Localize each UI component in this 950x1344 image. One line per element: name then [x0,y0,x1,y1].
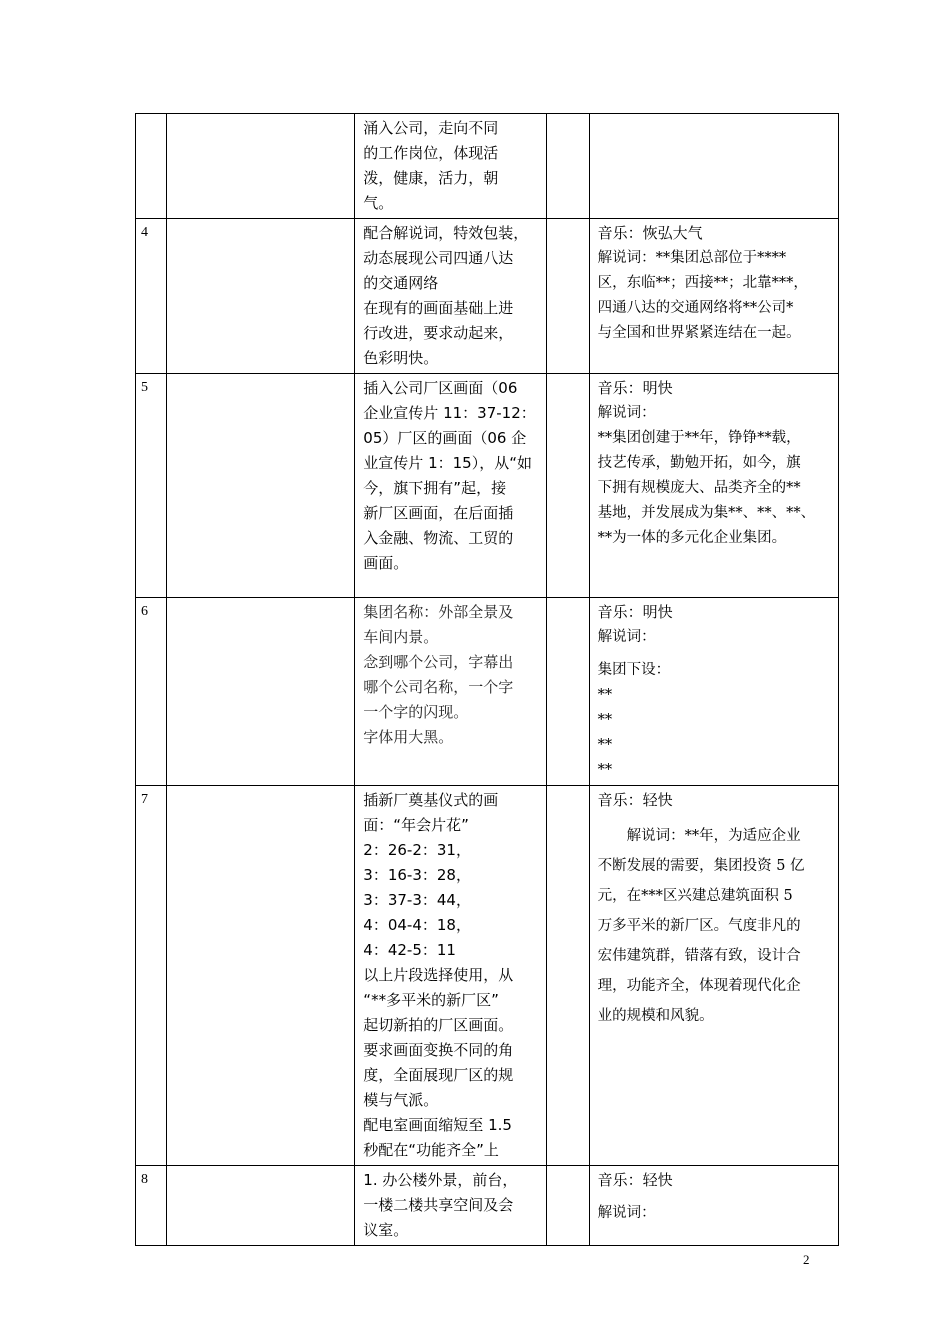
narration-line: 理，功能齐全，体现着现代化企 [597,978,801,994]
visual-line: 4：42-5：11 [363,941,456,959]
visual-line: 新厂区画面，在后面插 [363,504,514,522]
spacer [598,1193,832,1201]
music-label: 音乐：轻快 [597,791,673,809]
visual-line: 3：37-3：44， [363,891,471,909]
visual-line: 入金融、物流、工贸的 [363,529,514,547]
row-number: 6 [136,598,167,786]
table-row [136,374,839,598]
narration-line: ** [597,687,613,703]
visual-line: 秒配在“功能齐全”上 [363,1141,499,1159]
narration-line: 不断发展的需要，集团投资 5 亿 [597,858,805,874]
narration-line: 基地，并发展成为集**、**、**、 [597,505,816,521]
spacer [598,650,832,658]
visual-line: 模与气派。 [363,1091,439,1109]
narration-line: 解说词： [597,1205,656,1221]
narration-line: 业的规模和风貌。 [597,1008,714,1024]
table-row [136,786,839,1166]
visual-line: 一个字的闪现。 [363,703,469,721]
narration-line: ** [597,737,613,753]
visual-line: 哪个公司名称，一个字 [363,678,514,696]
narration-line: **集团创建于**年，铮铮**载， [597,430,801,446]
visual-line: 05）厂区的画面（06 企 [363,429,527,447]
visual-line: 泼，健康，活力，朝 [363,169,499,187]
visual-line: 议室。 [363,1221,409,1239]
narration-line: 与全国和世界紧紧连结在一起。 [597,325,801,341]
visual-line: 插新厂奠基仪式的画 [363,791,499,809]
empty-cell [167,786,355,1166]
visual-line: 集团名称：外部全景及 [363,603,514,621]
spacer [598,813,832,821]
narration-line: ** [597,712,613,728]
narration-cell [589,786,838,1166]
row-number [136,114,167,219]
narration-line: 集团下设： [597,662,671,678]
visual-line: 念到哪个公司，字幕出 [363,653,514,671]
visual-line: 4：04-4：18， [363,916,471,934]
visual-line: 车间内景。 [363,628,439,646]
narration-line: 技艺传承，勤勉开拓，如今，旗 [597,455,801,471]
visual-line: 起切新拍的厂区画面。 [363,1016,514,1034]
script-table [135,113,839,1246]
visual-line: 插入公司厂区画面（06 [363,379,518,397]
empty-cell [167,374,355,598]
visual-line: 在现有的画面基础上进 [363,299,514,317]
narration-cell [589,219,838,374]
empty-cell [546,786,589,1166]
empty-cell [546,219,589,374]
visual-line: 业宣传片 1：15），从“如 [363,454,532,472]
narration-line: 宏伟建筑群，错落有致，设计合 [597,948,801,964]
visual-cell [355,598,546,786]
music-label: 音乐：轻快 [597,1171,673,1189]
row-number: 7 [136,786,167,1166]
narration-cell [589,114,838,219]
narration-line: 下拥有规模庞大、品类齐全的** [597,480,801,496]
music-label: 音乐：恢弘大气 [597,224,703,242]
visual-cell [355,219,546,374]
table-row [136,114,839,219]
narration-line: 万多平米的新厂区。气度非凡的 [597,918,801,934]
music-label: 音乐：明快 [597,379,673,397]
table-row [136,1166,839,1246]
visual-line: 一楼二楼共享空间及会 [363,1196,514,1214]
table-row [136,598,839,786]
empty-cell [546,598,589,786]
visual-line: 配电室画面缩短至 1.5 [363,1116,512,1134]
visual-line: 企业宣传片 11：37-12： [363,404,536,422]
visual-line: 的工作岗位，体现活 [363,144,499,162]
visual-line: “**多平米的新厂区” [363,991,499,1009]
visual-line: 3：16-3：28， [363,866,471,884]
visual-cell [355,1166,546,1246]
visual-line: 动态展现公司四通八达 [363,249,514,267]
visual-line: 行改进，要求动起来， [363,324,514,342]
visual-line: 要求画面变换不同的角 [363,1041,514,1059]
visual-cell [355,114,546,219]
empty-cell [546,374,589,598]
row-number: 8 [136,1166,167,1246]
music-label: 音乐：明快 [597,603,673,621]
narration-line: 解说词：**集团总部位于**** [597,250,787,266]
table-row [136,219,839,374]
visual-line: 1. 办公楼外景，前台， [363,1171,518,1189]
empty-cell [546,1166,589,1246]
visual-line: 配合解说词，特效包装， [363,224,529,242]
narration-line: **为一体的多元化企业集团。 [597,530,787,546]
visual-line: 色彩明快。 [363,349,439,367]
empty-cell [167,598,355,786]
visual-line: 2：26-2：31， [363,841,471,859]
visual-line: 画面。 [363,554,409,572]
row-number: 4 [136,219,167,374]
row-number: 5 [136,374,167,598]
narration-line: 解说词：**年，为适应企业 [626,828,801,844]
narration-line: ** [597,762,613,778]
visual-line: 今，旗下拥有”起，接 [363,479,507,497]
empty-cell [167,1166,355,1246]
narration-line: 区，东临**；西接**；北靠***， [597,275,808,291]
visual-cell [355,786,546,1166]
visual-line: 字体用大黑。 [363,728,454,746]
narration-cell [589,1166,838,1246]
narration-line: 四通八达的交通网络将**公司* [597,300,794,316]
empty-cell [546,114,589,219]
visual-line: 涌入公司，走向不同 [363,119,499,137]
empty-cell [167,114,355,219]
narration-line: 元，在***区兴建总建筑面积 5 [597,888,793,904]
visual-line: 面：“年会片花” [363,816,469,834]
narration-line: 解说词： [597,405,656,421]
visual-line: 气。 [363,194,394,212]
page-number: 2 [803,1252,810,1267]
narration-cell [589,598,838,786]
visual-line: 度，全面展现厂区的规 [363,1066,514,1084]
visual-line: 的交通网络 [363,274,439,292]
empty-cell [167,219,355,374]
visual-line: 以上片段选择使用，从 [363,966,514,984]
narration-cell [589,374,838,598]
narration-line: 解说词： [597,629,656,645]
visual-cell [355,374,546,598]
